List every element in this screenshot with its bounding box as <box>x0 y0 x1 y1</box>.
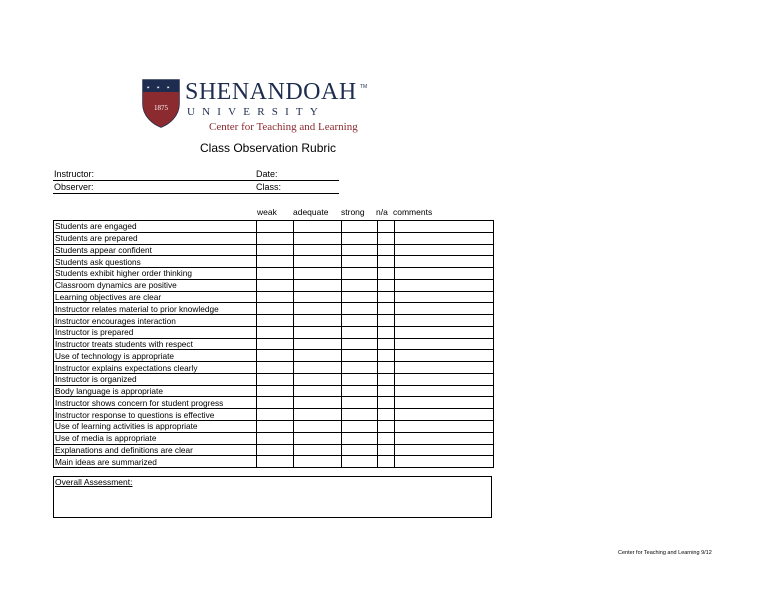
comments-cell[interactable] <box>395 350 494 362</box>
na-cell[interactable] <box>378 444 395 456</box>
criterion-label: Instructor shows concern for student progress <box>54 397 257 409</box>
comments-cell[interactable] <box>395 244 494 256</box>
criterion-label: Use of learning activities is appropriate <box>54 421 257 433</box>
criterion-label: Instructor relates material to prior knowledge <box>54 303 257 315</box>
instructor-label: Instructor: <box>54 169 95 179</box>
table-row <box>54 373 494 385</box>
comments-cell[interactable] <box>395 362 494 374</box>
weak-cell[interactable] <box>257 350 294 362</box>
logo-wordmark: SHENANDOAH <box>185 79 357 105</box>
na-cell[interactable] <box>378 397 395 409</box>
criterion-label: Students are engaged <box>54 221 257 233</box>
criterion-label: Instructor is organized <box>54 373 257 385</box>
table-row <box>54 279 494 291</box>
comments-cell[interactable] <box>395 338 494 350</box>
svg-text:1875: 1875 <box>154 104 168 112</box>
adequate-cell[interactable] <box>294 256 342 268</box>
adequate-cell[interactable] <box>294 221 342 233</box>
na-cell[interactable] <box>378 326 395 338</box>
criterion-label: Use of technology is appropriate <box>54 350 257 362</box>
criterion-label: Explanations and definitions are clear <box>54 444 257 456</box>
weak-cell[interactable] <box>257 315 294 327</box>
comments-cell[interactable] <box>395 326 494 338</box>
table-row <box>54 256 494 268</box>
criterion-label: Instructor encourages interaction <box>54 315 257 327</box>
comments-cell[interactable] <box>395 221 494 233</box>
criterion-label: Main ideas are summarized <box>54 456 257 468</box>
na-cell[interactable] <box>378 232 395 244</box>
criterion-label: Students ask questions <box>54 256 257 268</box>
adequate-cell[interactable] <box>294 244 342 256</box>
strong-cell[interactable] <box>342 221 378 233</box>
comments-cell[interactable] <box>395 373 494 385</box>
weak-cell[interactable] <box>257 432 294 444</box>
criterion-label: Instructor treats students with respect <box>54 338 257 350</box>
table-row <box>54 444 494 456</box>
adequate-cell[interactable] <box>294 268 342 280</box>
adequate-cell[interactable] <box>294 432 342 444</box>
adequate-cell[interactable] <box>294 409 342 421</box>
criterion-label: Classroom dynamics are positive <box>54 279 257 291</box>
adequate-cell[interactable] <box>294 291 342 303</box>
weak-cell[interactable] <box>257 291 294 303</box>
adequate-cell[interactable] <box>294 315 342 327</box>
criterion-label: Students exhibit higher order thinking <box>54 268 257 280</box>
date-label: Date: <box>256 169 278 179</box>
overall-assessment-box[interactable] <box>53 476 492 518</box>
overall-assessment-label: Overall Assessment: <box>55 477 133 487</box>
university-logo <box>141 76 371 138</box>
na-cell[interactable] <box>378 221 395 233</box>
na-cell[interactable] <box>378 456 395 468</box>
na-cell[interactable] <box>378 303 395 315</box>
criterion-label: Learning objectives are clear <box>54 291 257 303</box>
table-row <box>54 315 494 327</box>
column-header-adequate: adequate <box>293 207 329 217</box>
column-header-strong: strong <box>341 207 365 217</box>
na-cell[interactable] <box>378 338 395 350</box>
table-row <box>54 456 494 468</box>
weak-cell[interactable] <box>257 326 294 338</box>
comments-cell[interactable] <box>395 421 494 433</box>
na-cell[interactable] <box>378 268 395 280</box>
na-cell[interactable] <box>378 409 395 421</box>
table-row <box>54 362 494 374</box>
table-row <box>54 291 494 303</box>
na-cell[interactable] <box>378 385 395 397</box>
strong-cell[interactable] <box>342 432 378 444</box>
criterion-label: Use of media is appropriate <box>54 432 257 444</box>
comments-cell[interactable] <box>395 397 494 409</box>
comments-cell[interactable] <box>395 303 494 315</box>
weak-cell[interactable] <box>257 256 294 268</box>
na-cell[interactable] <box>378 432 395 444</box>
table-row <box>54 397 494 409</box>
comments-cell[interactable] <box>395 385 494 397</box>
table-row <box>54 385 494 397</box>
column-header-comments: comments <box>393 207 433 217</box>
strong-cell[interactable] <box>342 373 378 385</box>
strong-cell[interactable] <box>342 303 378 315</box>
adequate-cell[interactable] <box>294 421 342 433</box>
weak-cell[interactable] <box>257 421 294 433</box>
logo-center-name: Center for Teaching and Learning <box>209 121 358 133</box>
table-row <box>54 303 494 315</box>
logo-university: UNIVERSITY <box>187 106 325 118</box>
adequate-cell[interactable] <box>294 232 342 244</box>
adequate-cell[interactable] <box>294 326 342 338</box>
instructor-date-line <box>53 180 339 181</box>
adequate-cell[interactable] <box>294 385 342 397</box>
weak-cell[interactable] <box>257 456 294 468</box>
strong-cell[interactable] <box>342 315 378 327</box>
na-cell[interactable] <box>378 421 395 433</box>
page-title: Class Observation Rubric <box>200 141 337 155</box>
comments-cell[interactable] <box>395 456 494 468</box>
weak-cell[interactable] <box>257 244 294 256</box>
observer-class-line <box>53 193 339 194</box>
strong-cell[interactable] <box>342 291 378 303</box>
na-cell[interactable] <box>378 315 395 327</box>
criterion-label: Students are prepared <box>54 232 257 244</box>
table-row <box>54 232 494 244</box>
weak-cell[interactable] <box>257 232 294 244</box>
adequate-cell[interactable] <box>294 362 342 374</box>
strong-cell[interactable] <box>342 456 378 468</box>
comments-cell[interactable] <box>395 232 494 244</box>
na-cell[interactable] <box>378 256 395 268</box>
weak-cell[interactable] <box>257 221 294 233</box>
adequate-cell[interactable] <box>294 444 342 456</box>
criterion-label: Instructor response to questions is effective <box>54 409 257 421</box>
criterion-label: Instructor explains expectations clearly <box>54 362 257 374</box>
weak-cell[interactable] <box>257 385 294 397</box>
strong-cell[interactable] <box>342 256 378 268</box>
comments-cell[interactable] <box>395 279 494 291</box>
adequate-cell[interactable] <box>294 397 342 409</box>
comments-cell[interactable] <box>395 432 494 444</box>
weak-cell[interactable] <box>257 444 294 456</box>
criterion-label: Instructor is prepared <box>54 326 257 338</box>
logo-trademark: TM <box>360 84 368 90</box>
strong-cell[interactable] <box>342 385 378 397</box>
criterion-label: Body language is appropriate <box>54 385 257 397</box>
strong-cell[interactable] <box>342 350 378 362</box>
comments-cell[interactable] <box>395 315 494 327</box>
table-row <box>54 268 494 280</box>
table-row <box>54 326 494 338</box>
strong-cell[interactable] <box>342 421 378 433</box>
strong-cell[interactable] <box>342 268 378 280</box>
na-cell[interactable] <box>378 291 395 303</box>
weak-cell[interactable] <box>257 338 294 350</box>
strong-cell[interactable] <box>342 444 378 456</box>
class-label: Class: <box>256 182 282 192</box>
weak-cell[interactable] <box>257 303 294 315</box>
na-cell[interactable] <box>378 362 395 374</box>
strong-cell[interactable] <box>342 338 378 350</box>
strong-cell[interactable] <box>342 232 378 244</box>
comments-cell[interactable] <box>395 256 494 268</box>
adequate-cell[interactable] <box>294 279 342 291</box>
weak-cell[interactable] <box>257 373 294 385</box>
table-row <box>54 432 494 444</box>
table-row <box>54 244 494 256</box>
weak-cell[interactable] <box>257 268 294 280</box>
table-row <box>54 409 494 421</box>
strong-cell[interactable] <box>342 362 378 374</box>
na-cell[interactable] <box>378 244 395 256</box>
weak-cell[interactable] <box>257 279 294 291</box>
comments-cell[interactable] <box>395 409 494 421</box>
adequate-cell[interactable] <box>294 373 342 385</box>
table-row <box>54 221 494 233</box>
adequate-cell[interactable] <box>294 456 342 468</box>
column-header-weak: weak <box>257 207 277 217</box>
comments-cell[interactable] <box>395 444 494 456</box>
adequate-cell[interactable] <box>294 350 342 362</box>
footer-note: Center for Teaching and Learning 9/12 <box>618 550 712 556</box>
comments-cell[interactable] <box>395 291 494 303</box>
table-row <box>54 350 494 362</box>
comments-cell[interactable] <box>395 268 494 280</box>
na-cell[interactable] <box>378 373 395 385</box>
na-cell[interactable] <box>378 350 395 362</box>
strong-cell[interactable] <box>342 397 378 409</box>
weak-cell[interactable] <box>257 397 294 409</box>
weak-cell[interactable] <box>257 362 294 374</box>
table-row <box>54 421 494 433</box>
na-cell[interactable] <box>378 279 395 291</box>
observer-label: Observer: <box>54 182 94 192</box>
strong-cell[interactable] <box>342 409 378 421</box>
column-header-na: n/a <box>376 207 388 217</box>
strong-cell[interactable] <box>342 326 378 338</box>
adequate-cell[interactable] <box>294 338 342 350</box>
criterion-label: Students appear confident <box>54 244 257 256</box>
strong-cell[interactable] <box>342 279 378 291</box>
weak-cell[interactable] <box>257 409 294 421</box>
shield-crest-icon <box>141 78 181 128</box>
strong-cell[interactable] <box>342 244 378 256</box>
rubric-table <box>53 220 494 468</box>
adequate-cell[interactable] <box>294 303 342 315</box>
table-row <box>54 338 494 350</box>
